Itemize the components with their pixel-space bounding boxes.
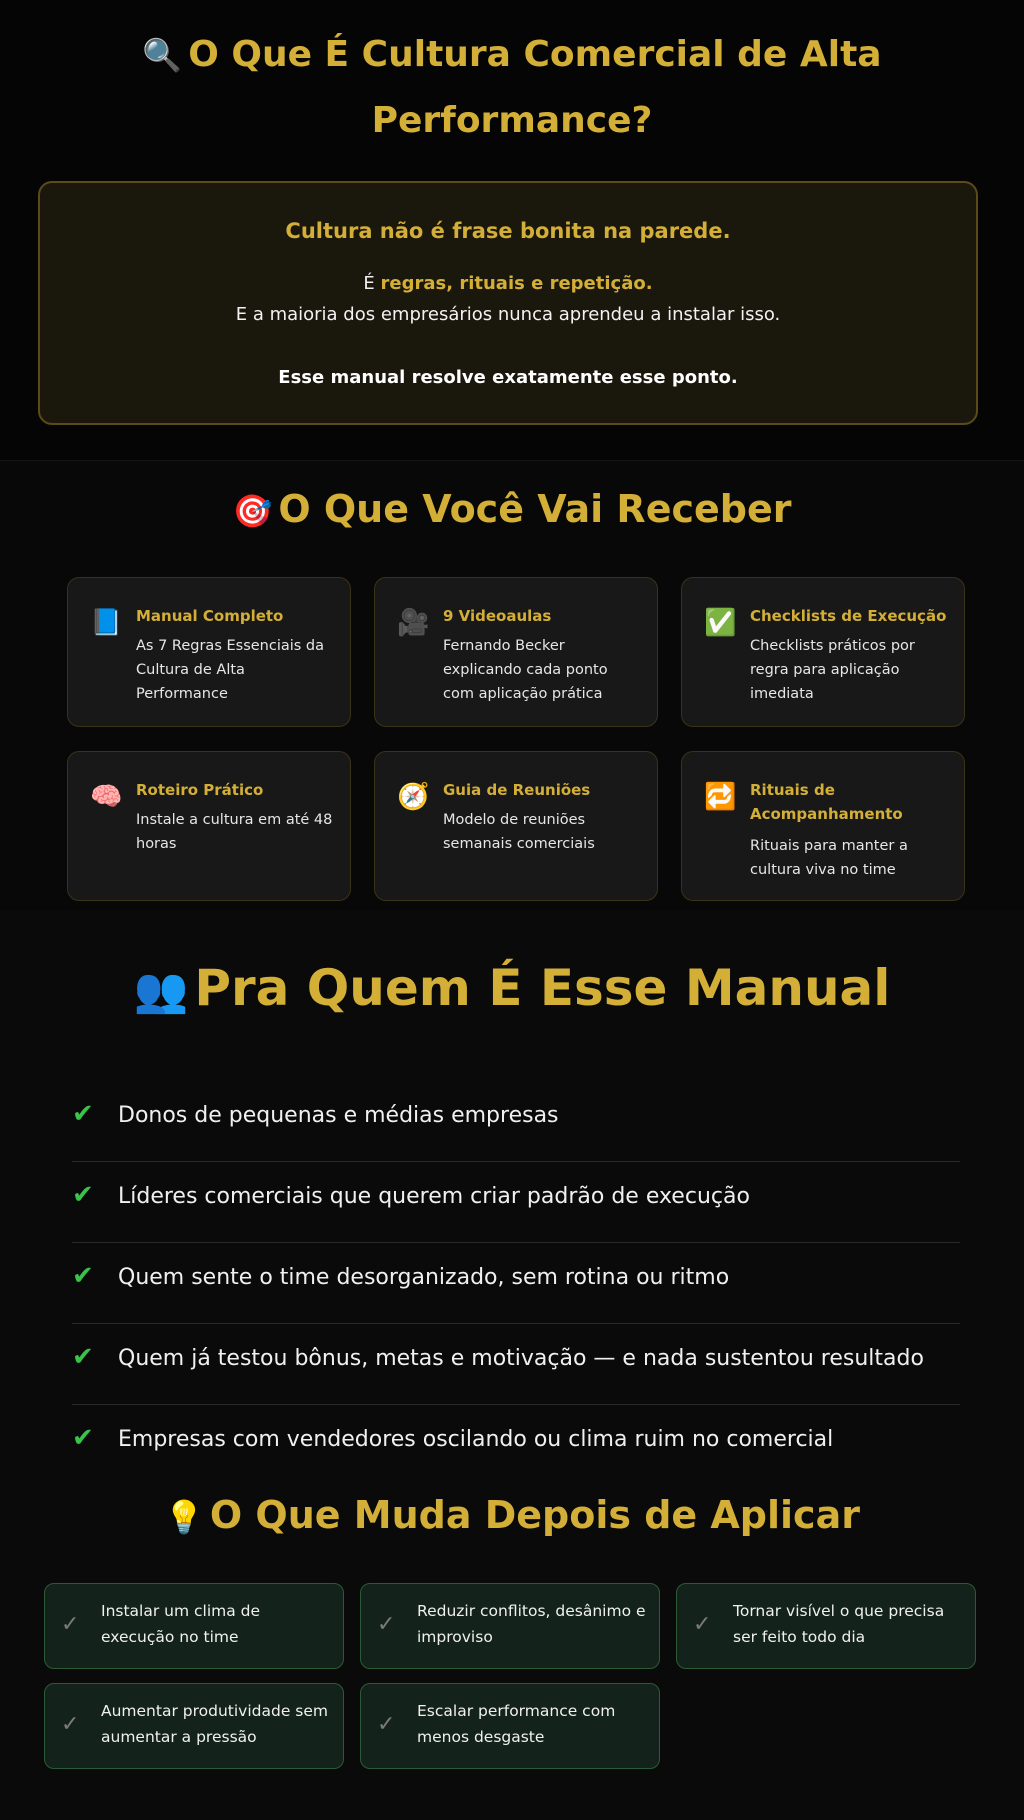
- target-icon: 🎯: [232, 492, 273, 530]
- receive-card: [374, 751, 658, 901]
- audience-text: Quem sente o time desorganizado, sem rotina ou ritmo: [118, 1265, 730, 1290]
- receive-card: [374, 577, 658, 727]
- audience-item: [72, 1243, 960, 1324]
- audience-text: Empresas com vendedores oscilando ou clima ruim no comercial: [118, 1427, 834, 1452]
- benefit-text: Instalar um clima de execução no time: [101, 1602, 261, 1646]
- audience-text: Quem já testou bônus, metas e motivação — e nada sustentou resultado: [118, 1346, 924, 1371]
- card-description: Checklists práticos por regra para aplicação imediata: [750, 638, 915, 702]
- audience-text: Donos de pequenas e médias empresas: [118, 1103, 559, 1128]
- audience-title: 👥 Pra Quem É Esse Manual: [133, 959, 891, 1017]
- benefit-card: [360, 1583, 660, 1669]
- check-icon: ✓: [61, 1712, 80, 1737]
- benefit-card: [676, 1583, 976, 1669]
- repeat-icon: 🔁: [704, 782, 737, 812]
- receive-title: 🎯 O Que Você Vai Receber: [232, 487, 792, 531]
- receive-card: [681, 577, 965, 727]
- audience-item: [72, 1162, 960, 1243]
- audience-item: [72, 1081, 960, 1162]
- check-icon: ✔: [72, 1261, 94, 1291]
- benefit-text: Tornar visível o que precisa ser feito todo dia: [733, 1602, 945, 1646]
- magnifier-icon: 🔍: [142, 36, 183, 74]
- benefit-text: Aumentar produtividade sem aumentar a pressão: [101, 1702, 328, 1746]
- quote-headline: Cultura não é frase bonita na parede.: [285, 219, 731, 243]
- benefit-card: [44, 1583, 344, 1669]
- card-title: Roteiro Prático: [136, 781, 264, 799]
- receive-card: [681, 751, 965, 901]
- check-icon: ✔: [72, 1099, 94, 1129]
- quote-highlight: regras, rituais e repetição.: [380, 273, 653, 294]
- card-description: Rituais para manter a cultura viva no time: [750, 838, 908, 878]
- card-title: Guia de Reuniões: [443, 781, 591, 799]
- card-description: Fernando Becker explicando cada ponto com aplicação prática: [443, 638, 608, 702]
- benefits-section: [0, 1471, 1024, 1820]
- card-title: 9 Videoaulas: [443, 607, 552, 625]
- quote-closing: Esse manual resolve exatamente esse ponto.: [278, 367, 738, 388]
- video-camera-icon: 🎥: [397, 608, 430, 638]
- benefit-card: [44, 1683, 344, 1769]
- check-icon: ✓: [693, 1612, 712, 1637]
- intro-title: 🔍 O Que É Cultura Comercial de Alta Performance?: [100, 22, 924, 154]
- receive-section: [0, 461, 1024, 911]
- audience-text: Líderes comerciais que querem criar padrão de execução: [118, 1184, 750, 1209]
- compass-icon: 🧭: [397, 782, 430, 812]
- brain-icon: 🧠: [90, 782, 123, 812]
- check-icon: ✓: [377, 1612, 396, 1637]
- card-title: Manual Completo: [136, 607, 284, 625]
- intro-section: [0, 0, 1024, 461]
- audience-section: [0, 911, 1024, 1471]
- book-icon: 📘: [90, 608, 123, 638]
- benefit-text: Reduzir conflitos, desânimo e improviso: [417, 1602, 646, 1646]
- benefit-card: [360, 1683, 660, 1769]
- checkbox-icon: ✅: [704, 608, 737, 638]
- card-title: Rituais de Acompanhamento: [750, 781, 903, 823]
- people-icon: 👥: [133, 965, 189, 1016]
- quote-box: [38, 181, 978, 425]
- quote-line: E a maioria dos empresários nunca aprendeu a instalar isso.: [235, 304, 781, 325]
- check-icon: ✔: [72, 1342, 94, 1372]
- benefit-text: Escalar performance com menos desgaste: [417, 1702, 616, 1746]
- card-title: Checklists de Execução: [750, 607, 947, 625]
- card-description: Modelo de reuniões semanais comerciais: [443, 812, 595, 852]
- audience-list: [72, 1081, 960, 1485]
- receive-card: [67, 577, 351, 727]
- lightbulb-icon: 💡: [164, 1498, 204, 1536]
- check-icon: ✓: [61, 1612, 80, 1637]
- benefits-title: 💡 O Que Muda Depois de Aplicar: [164, 1493, 860, 1537]
- check-icon: ✓: [377, 1712, 396, 1737]
- check-icon: ✔: [72, 1423, 94, 1453]
- card-description: Instale a cultura em até 48 horas: [136, 812, 333, 852]
- quote-rules-line: É regras, rituais e repetição.: [363, 273, 653, 294]
- audience-item: [72, 1324, 960, 1405]
- receive-card: [67, 751, 351, 901]
- check-icon: ✔: [72, 1180, 94, 1210]
- card-description: As 7 Regras Essenciais da Cultura de Alta Performance: [136, 638, 325, 702]
